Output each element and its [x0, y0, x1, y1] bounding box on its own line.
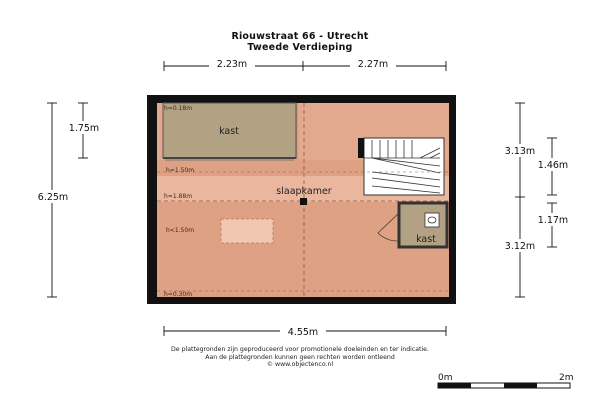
disclaimer: [0, 346, 600, 369]
dim-right-bottom: 3.12m: [504, 241, 536, 252]
height-label-5: h=0.30m: [164, 291, 193, 298]
slaapkamer-label: slaapkamer: [276, 186, 332, 197]
disclaimer-line-1: De plattegronden zijn geproduceerd voor promotionele doeleinden en ter indicatie.: [171, 346, 429, 353]
copyright-line: © www.objectenco.nl: [266, 361, 334, 369]
dim-top-right: 2.27m: [357, 59, 389, 70]
height-label-2: h=1.50m: [166, 167, 195, 174]
disclaimer-line-2: Aan de plattegronden kunnen geen rechten worden ontleend: [205, 353, 395, 361]
dim-top-left: 2.23m: [216, 59, 248, 70]
toilet-icon: [425, 213, 439, 227]
address-title: Riouwstraat 66 - Utrecht: [231, 31, 369, 42]
scale-end-label: 2m: [559, 373, 574, 383]
dim-right-stair: 1.46m: [537, 160, 569, 171]
height-label-3: h=1.88m: [164, 193, 193, 200]
stair-rail: [358, 138, 364, 158]
scale-start-label: 0m: [438, 373, 453, 383]
dim-left-inner: 1.75m: [68, 123, 100, 134]
pillar: [300, 198, 307, 205]
kast-top-label: kast: [219, 126, 239, 137]
height-label-4: h<1.50m: [166, 227, 195, 234]
dim-left-total: 6.25m: [37, 192, 69, 203]
floor-title: Tweede Verdieping: [247, 42, 353, 53]
dim-right-top: 3.13m: [504, 146, 536, 157]
scale-bar: [438, 383, 570, 388]
skylight: [221, 219, 273, 243]
dim-bottom-width: 4.55m: [287, 327, 319, 338]
kast-small-label: kast: [416, 234, 436, 245]
dim-right-kast: 1.17m: [537, 215, 569, 226]
height-label-1: h=0.18m: [164, 105, 193, 112]
